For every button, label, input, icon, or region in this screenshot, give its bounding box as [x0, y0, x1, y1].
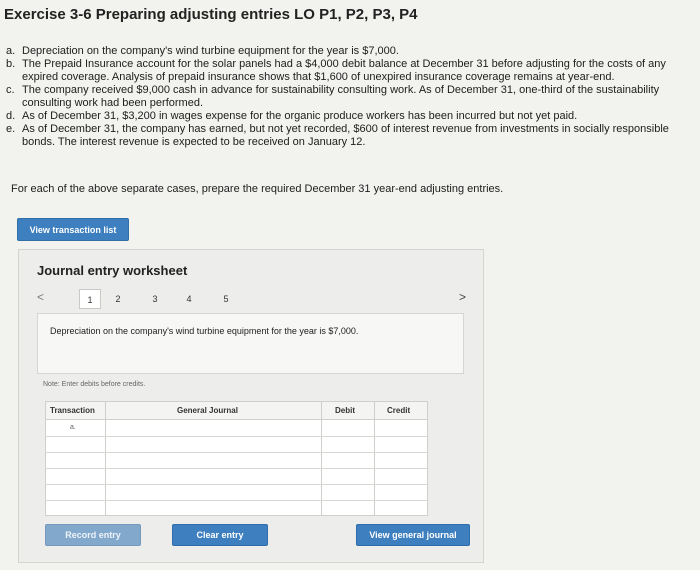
instructions-text: For each of the above separate cases, prepare the required December 31 year-end adjusting entries.	[11, 183, 504, 195]
worksheet-title: Journal entry worksheet	[37, 263, 188, 278]
case-text: Depreciation on the company's wind turbine equipment for the year is $7,000.	[22, 45, 399, 57]
note-text: Note: Enter debits before credits.	[43, 381, 146, 388]
transaction-cell: a.	[70, 424, 76, 431]
page-button-4[interactable]: 4	[186, 294, 192, 304]
case-item	[6, 123, 698, 149]
case-letter: b.	[6, 58, 16, 70]
page-button-3[interactable]: 3	[152, 294, 158, 304]
page-button-5[interactable]: 5	[223, 294, 229, 304]
header-credit: Credit	[387, 406, 411, 415]
row-divider	[46, 436, 427, 437]
case-list	[6, 45, 698, 149]
header-debit: Debit	[335, 406, 355, 415]
chevron-right-icon[interactable]: >	[459, 290, 467, 304]
case-letter: c.	[6, 84, 15, 96]
case-text: The Prepaid Insurance account for the solar panels had a $4,000 debit balance at December 31 before adjusting for the costs of any expired coverage. Analysis of prepaid insurance shows that $1,600 of unexpired insurance coverage remains at year-end.	[22, 58, 666, 83]
case-text: The company received $9,000 cash in advance for sustainability consulting work. As of December 31, one-third of the sustainability consulting work had been performed.	[22, 84, 660, 109]
case-letter: e.	[6, 123, 16, 135]
record-entry-button[interactable]: Record entry	[45, 524, 141, 546]
case-item	[6, 58, 698, 84]
header-general-journal: General Journal	[177, 406, 238, 415]
column-divider	[105, 402, 106, 515]
header-transaction: Transaction	[50, 406, 95, 415]
page-button-1[interactable]: 1	[79, 289, 101, 309]
journal-entry-table	[45, 401, 428, 516]
row-divider	[46, 484, 427, 485]
view-general-journal-button[interactable]: View general journal	[356, 524, 470, 546]
row-divider	[46, 452, 427, 453]
clear-entry-button[interactable]: Clear entry	[172, 524, 268, 546]
chevron-left-icon[interactable]: <	[37, 290, 45, 304]
row-divider	[46, 468, 427, 469]
page-title: Exercise 3-6 Preparing adjusting entries LO P1, P2, P3, P4	[4, 6, 418, 23]
row-divider	[46, 500, 427, 501]
case-item	[6, 84, 698, 110]
case-text: As of December 31, $3,200 in wages expense for the organic produce workers has been incurred but not yet paid.	[22, 110, 578, 122]
case-item	[6, 45, 698, 58]
case-letter: d.	[6, 110, 16, 122]
view-transaction-list-button[interactable]: View transaction list	[17, 218, 129, 241]
column-divider	[321, 402, 322, 515]
transaction-description: Depreciation on the company's wind turbine equipment for the year is $7,000.	[50, 326, 359, 336]
page-button-2[interactable]: 2	[115, 294, 121, 304]
column-divider	[374, 402, 375, 515]
transaction-description-box	[37, 313, 464, 374]
case-item	[6, 110, 698, 123]
case-letter: a.	[6, 45, 16, 57]
case-text: As of December 31, the company has earned, but not yet recorded, $600 of interest revenue from investments in socially responsible bonds. The interest revenue is expected to be received on January 12.	[22, 123, 669, 148]
